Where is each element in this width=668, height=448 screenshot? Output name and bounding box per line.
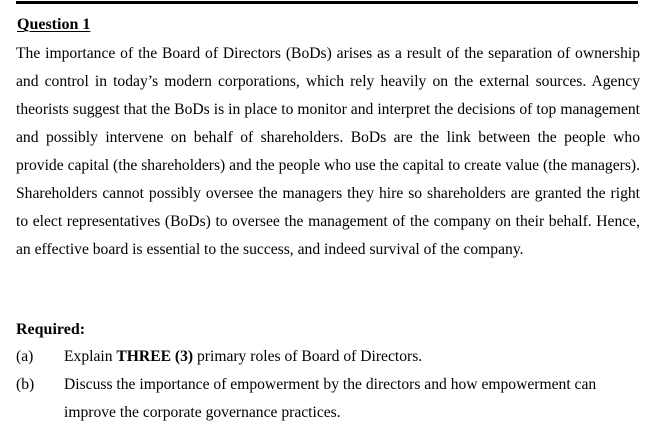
item-text-b: Discuss the importance of empowerment by the directors and how empowerment can improve the corporate governance practices. <box>64 376 597 421</box>
item-a-bold-text: THREE (3) <box>116 348 194 365</box>
top-rule <box>16 1 638 4</box>
item-a-text-before: Explain <box>64 348 117 365</box>
question-title: Question 1 <box>17 16 91 33</box>
item-a-text-after: primary roles of Board of Directors. <box>193 348 423 365</box>
required-heading: Required: <box>16 321 86 338</box>
item-marker-b: (b) <box>16 376 35 393</box>
item-marker-a: (a) <box>16 348 34 365</box>
item-text-a <box>64 343 624 371</box>
question-paragraph: The importance of the Board of Directors (BoDs) arises as a result of the separation of ownership and control in today’s modern corporations, which rely heavily on the external sources. Agency theorists suggest that the BoDs is in place to monitor and interpret the decisions of top management and possibly intervene on behalf of shareholders. BoDs are the link between the people who provide capital (the shareholders) and the people who use the capital to create value (the managers). Shareholders cannot possibly oversee the managers they hire so shareholders are granted the right to elect representatives (BoDs) to oversee the management of the company on their behalf. Hence, an effective board is essential to the success, and indeed survival of the company. <box>16 45 640 258</box>
